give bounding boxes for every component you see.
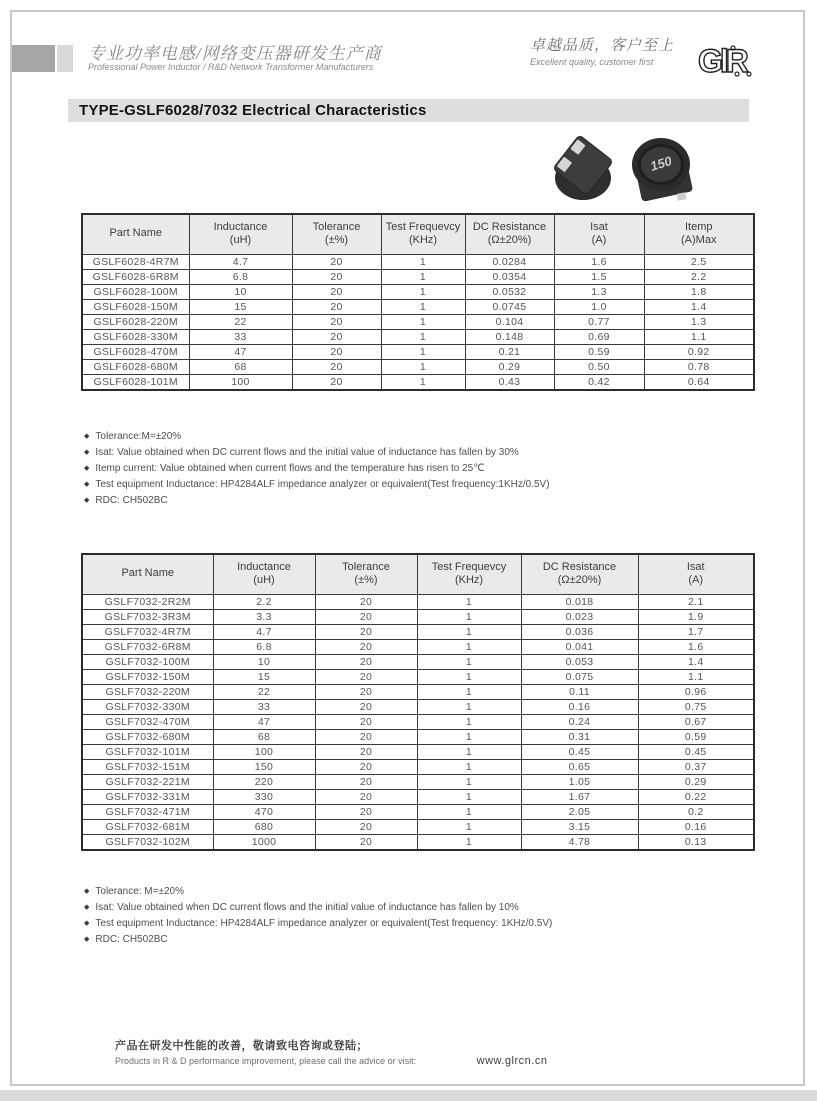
table-row	[82, 699, 754, 714]
table-cell: 0.036	[521, 624, 638, 639]
table-cell: GSLF7032-330M	[82, 699, 213, 714]
table-cell: 1	[381, 299, 465, 314]
table-cell: 10	[213, 654, 315, 669]
table-row	[82, 759, 754, 774]
table-cell: 20	[292, 374, 381, 390]
table-cell: GSLF7032-680M	[82, 729, 213, 744]
table-cell: 0.37	[638, 759, 754, 774]
note-item	[84, 429, 550, 445]
table-cell: GSLF6028-220M	[82, 314, 189, 329]
table-cell: 0.50	[554, 359, 644, 374]
table-row	[82, 314, 754, 329]
column-header: Tolerance (±%)	[292, 214, 381, 254]
diamond-bullet-icon: ◆	[84, 888, 90, 895]
table-cell: 15	[213, 669, 315, 684]
table-cell: 1	[417, 744, 521, 759]
table-cell: 68	[213, 729, 315, 744]
column-header: Isat (A)	[554, 214, 644, 254]
note-text: Test equipment Inductance: HP4284ALF impedance analyzer or equivalent(Test frequency:1KHz/0.5V)	[95, 479, 550, 490]
header-square-light	[57, 45, 73, 72]
footer-note-zh: 产品在研发中性能的改善，敬请致电咨询或登陆；	[115, 1040, 368, 1052]
table-cell: 0.018	[521, 594, 638, 609]
slogan-en: Excellent quality, customer first	[530, 57, 654, 67]
table-cell: 1	[417, 729, 521, 744]
table-row	[82, 729, 754, 744]
table-row	[82, 639, 754, 654]
table-cell: 100	[213, 744, 315, 759]
table-cell: 20	[315, 774, 417, 789]
table-cell: 0.24	[521, 714, 638, 729]
table-cell: GSLF7032-4R7M	[82, 624, 213, 639]
table-cell: GSLF6028-4R7M	[82, 254, 189, 269]
table-cell: 0.45	[638, 744, 754, 759]
table-cell: GSLF7032-221M	[82, 774, 213, 789]
table-cell: 1	[381, 359, 465, 374]
table-header-row	[82, 214, 754, 254]
diamond-bullet-icon: ◆	[84, 920, 90, 927]
table-cell: 4.7	[213, 624, 315, 639]
note-text: Tolerance: M=±20%	[95, 886, 184, 897]
column-header: DC Resistance (Ω±20%)	[465, 214, 554, 254]
table-cell: 0.59	[554, 344, 644, 359]
table-cell: 22	[213, 684, 315, 699]
table-cell: GSLF7032-102M	[82, 834, 213, 850]
header-square-dark	[12, 45, 55, 72]
table-cell: 0.92	[644, 344, 754, 359]
table-cell: 0.0745	[465, 299, 554, 314]
table-cell: 0.041	[521, 639, 638, 654]
table-row	[82, 774, 754, 789]
table-row	[82, 284, 754, 299]
table-cell: 1	[417, 804, 521, 819]
note-item	[84, 916, 552, 932]
table-row	[82, 254, 754, 269]
table-cell: GSLF6028-100M	[82, 284, 189, 299]
table-cell: 1	[381, 269, 465, 284]
table-cell: 20	[315, 624, 417, 639]
inductor-marking: 150	[648, 153, 674, 174]
table-cell: GSLF6028-330M	[82, 329, 189, 344]
column-header: DC Resistance (Ω±20%)	[521, 554, 638, 594]
table-cell: 1	[417, 819, 521, 834]
table-cell: 47	[189, 344, 292, 359]
column-header: Test Frequevcy (KHz)	[417, 554, 521, 594]
table-cell: GSLF6028-680M	[82, 359, 189, 374]
table-cell: 0.67	[638, 714, 754, 729]
table-cell: GSLF7032-470M	[82, 714, 213, 729]
table-cell: 0.45	[521, 744, 638, 759]
table-cell: 1000	[213, 834, 315, 850]
table-cell: 20	[315, 639, 417, 654]
column-header: Test Frequevcy (KHz)	[381, 214, 465, 254]
note-text: Itemp current: Value obtained when current flows and the temperature has risen to 25℃	[95, 463, 485, 474]
table-cell: GSLF7032-101M	[82, 744, 213, 759]
table-cell: 1	[381, 374, 465, 390]
table-cell: 3.15	[521, 819, 638, 834]
column-header: Part Name	[82, 214, 189, 254]
table-cell: 0.0354	[465, 269, 554, 284]
column-header: Isat (A)	[638, 554, 754, 594]
footer-note-en: Products in R & D performance improvement, please call the advice or visit:	[115, 1056, 417, 1066]
glr-logo-icon	[697, 42, 753, 80]
table-cell: 0.21	[465, 344, 554, 359]
company-name-zh: 专业功率电感/网络变压器研发生产商	[88, 44, 382, 63]
table-cell: 20	[315, 819, 417, 834]
notes-gslf6028	[84, 429, 550, 509]
table-row	[82, 684, 754, 699]
table-cell: 680	[213, 819, 315, 834]
table-cell: 20	[315, 789, 417, 804]
table-cell: 1.8	[644, 284, 754, 299]
solder-pad	[557, 157, 572, 173]
table-row	[82, 834, 754, 850]
table-cell: 6.8	[189, 269, 292, 284]
table-cell: 1.1	[644, 329, 754, 344]
page-title: TYPE-GSLF6028/7032 Electrical Characteristics	[79, 102, 427, 119]
table-cell: 20	[292, 284, 381, 299]
table-cell: 1	[417, 759, 521, 774]
table-cell: 0.65	[521, 759, 638, 774]
table-row	[82, 714, 754, 729]
table-cell: 1	[381, 284, 465, 299]
table-cell: 0.42	[554, 374, 644, 390]
table-row	[82, 594, 754, 609]
column-header: Itemp (A)Max	[644, 214, 754, 254]
table-cell: 0.43	[465, 374, 554, 390]
table-cell: GSLF7032-681M	[82, 819, 213, 834]
column-header: Inductance (uH)	[189, 214, 292, 254]
table-cell: 2.2	[213, 594, 315, 609]
table-cell: 1.0	[554, 299, 644, 314]
table-cell: GSLF7032-2R2M	[82, 594, 213, 609]
table-cell: 1	[381, 254, 465, 269]
table-cell: 150	[213, 759, 315, 774]
table-cell: 20	[315, 684, 417, 699]
diamond-bullet-icon: ◆	[84, 481, 90, 488]
table-cell: 1	[417, 684, 521, 699]
table-cell: 1.4	[638, 654, 754, 669]
column-header: Part Name	[82, 554, 213, 594]
table-cell: GSLF6028-101M	[82, 374, 189, 390]
table-cell: 0.77	[554, 314, 644, 329]
table-cell: GSLF7032-151M	[82, 759, 213, 774]
inductor-bottom-view-photo	[552, 140, 614, 204]
website-url: www.glrcn.cn	[476, 1055, 548, 1067]
note-text: Test equipment Inductance: HP4284ALF impedance analyzer or equivalent(Test frequency: 1KHz/0.5V)	[95, 918, 553, 929]
table-row	[82, 669, 754, 684]
table-cell: 20	[315, 669, 417, 684]
table-cell: GSLF7032-6R8M	[82, 639, 213, 654]
table-cell: 1	[417, 654, 521, 669]
table-cell: GSLF7032-220M	[82, 684, 213, 699]
note-text: RDC: CH502BC	[95, 495, 168, 506]
table-row	[82, 329, 754, 344]
table-cell: 1	[381, 314, 465, 329]
logo-text: GlR	[698, 43, 746, 79]
note-text: Isat: Value obtained when DC current flows and the initial value of inductance has fallen by 30%	[95, 447, 519, 458]
table-cell: 15	[189, 299, 292, 314]
table-cell: 20	[292, 254, 381, 269]
table-cell: 1	[417, 789, 521, 804]
note-item	[84, 493, 550, 509]
table-cell: 1.4	[644, 299, 754, 314]
table-cell: GSLF6028-470M	[82, 344, 189, 359]
table-row	[82, 299, 754, 314]
section-title-bar	[68, 99, 749, 122]
table-header-row	[82, 554, 754, 594]
company-name-en: Professional Power Inductor / R&D Network Transformer Manufacturers	[88, 62, 374, 72]
table-gslf7032	[81, 553, 755, 851]
table-cell: 0.78	[644, 359, 754, 374]
table-cell: 0.29	[638, 774, 754, 789]
table-cell: 20	[315, 804, 417, 819]
table-row	[82, 344, 754, 359]
table-row	[82, 609, 754, 624]
table-cell: 1	[417, 669, 521, 684]
table-cell: 0.69	[554, 329, 644, 344]
table-cell: 0.053	[521, 654, 638, 669]
table-row	[82, 819, 754, 834]
note-item	[84, 884, 552, 900]
table-cell: 0.75	[638, 699, 754, 714]
table-cell: 20	[292, 269, 381, 284]
table-cell: 68	[189, 359, 292, 374]
note-item	[84, 900, 552, 916]
table-cell: GSLF7032-471M	[82, 804, 213, 819]
table-cell: GSLF7032-3R3M	[82, 609, 213, 624]
table-row	[82, 269, 754, 284]
table-cell: 2.05	[521, 804, 638, 819]
note-item	[84, 477, 550, 493]
table-cell: 20	[315, 699, 417, 714]
table-cell: 1.3	[644, 314, 754, 329]
notes-gslf7032	[84, 884, 552, 948]
table-cell: GSLF6028-150M	[82, 299, 189, 314]
table-cell: 330	[213, 789, 315, 804]
diamond-bullet-icon: ◆	[84, 936, 90, 943]
table-cell: 0.13	[638, 834, 754, 850]
table-cell: 0.29	[465, 359, 554, 374]
table-cell: 0.023	[521, 609, 638, 624]
table-cell: 1.67	[521, 789, 638, 804]
table-cell: 0.16	[638, 819, 754, 834]
table-cell: 1.6	[554, 254, 644, 269]
table-cell: 20	[292, 314, 381, 329]
table-cell: 20	[315, 729, 417, 744]
table-cell: 0.0532	[465, 284, 554, 299]
table-row	[82, 789, 754, 804]
table-cell: 0.104	[465, 314, 554, 329]
table-cell: 0.59	[638, 729, 754, 744]
column-header: Inductance (uH)	[213, 554, 315, 594]
table-cell: 20	[315, 654, 417, 669]
table-cell: 22	[189, 314, 292, 329]
diamond-bullet-icon: ◆	[84, 904, 90, 911]
table-cell: 20	[292, 329, 381, 344]
table-cell: 0.64	[644, 374, 754, 390]
note-text: Tolerance:M=±20%	[95, 431, 182, 442]
table-cell: 1	[417, 609, 521, 624]
column-header: Tolerance (±%)	[315, 554, 417, 594]
table-cell: 100	[189, 374, 292, 390]
note-item	[84, 445, 550, 461]
table-cell: 1	[381, 344, 465, 359]
slogan-zh: 卓越品质，客户至上	[530, 38, 675, 54]
table-cell: GSLF7032-100M	[82, 654, 213, 669]
solder-pad	[570, 139, 585, 155]
table-cell: 1	[381, 329, 465, 344]
table-cell: 0.16	[521, 699, 638, 714]
table-cell: 3.3	[213, 609, 315, 624]
table-cell: 4.78	[521, 834, 638, 850]
table-cell: 10	[189, 284, 292, 299]
table-cell: 20	[315, 594, 417, 609]
table-cell: 0.11	[521, 684, 638, 699]
table-cell: 1	[417, 639, 521, 654]
table-cell: 0.2	[638, 804, 754, 819]
table-cell: 20	[292, 299, 381, 314]
table-row	[82, 744, 754, 759]
table-cell: 2.2	[644, 269, 754, 284]
solder-pad	[676, 192, 686, 201]
table-cell: 47	[213, 714, 315, 729]
table-cell: 20	[315, 744, 417, 759]
table-row	[82, 654, 754, 669]
table-cell: 20	[315, 834, 417, 850]
table-cell: 0.96	[638, 684, 754, 699]
table-cell: 1	[417, 594, 521, 609]
note-item	[84, 461, 550, 477]
diamond-bullet-icon: ◆	[84, 449, 90, 456]
table-cell: 1	[417, 624, 521, 639]
table-cell: 1.5	[554, 269, 644, 284]
table-row	[82, 624, 754, 639]
table-cell: 1	[417, 699, 521, 714]
table-cell: 20	[315, 759, 417, 774]
table-cell: 33	[189, 329, 292, 344]
diamond-bullet-icon: ◆	[84, 433, 90, 440]
table-cell: 0.148	[465, 329, 554, 344]
table-cell: 1.7	[638, 624, 754, 639]
table-cell: 20	[292, 344, 381, 359]
table-cell: GSLF7032-331M	[82, 789, 213, 804]
table-cell: 1.3	[554, 284, 644, 299]
table-cell: 6.8	[213, 639, 315, 654]
table-cell: 470	[213, 804, 315, 819]
table-row	[82, 374, 754, 390]
table-cell: GSLF6028-6R8M	[82, 269, 189, 284]
table-cell: 4.7	[189, 254, 292, 269]
table-cell: 0.31	[521, 729, 638, 744]
diamond-bullet-icon: ◆	[84, 497, 90, 504]
note-item	[84, 932, 552, 948]
table-cell: 20	[315, 609, 417, 624]
table-cell: 1.9	[638, 609, 754, 624]
footer-note-en-row	[115, 1055, 547, 1067]
table-cell: 0.22	[638, 789, 754, 804]
table-cell: 2.1	[638, 594, 754, 609]
table-cell: 20	[315, 714, 417, 729]
note-text: Isat: Value obtained when DC current flows and the initial value of inductance has fallen by 10%	[95, 902, 519, 913]
note-text: RDC: CH502BC	[95, 934, 168, 945]
table-cell: 1	[417, 714, 521, 729]
table-cell: 220	[213, 774, 315, 789]
table-cell: 1.05	[521, 774, 638, 789]
inductor-top-view-photo	[629, 137, 699, 205]
table-cell: GSLF7032-150M	[82, 669, 213, 684]
table-row	[82, 804, 754, 819]
table-cell: 1	[417, 774, 521, 789]
table-gslf6028	[81, 213, 755, 391]
bottom-decoration-bar	[0, 1090, 817, 1101]
table-cell: 1.6	[638, 639, 754, 654]
table-cell: 1	[417, 834, 521, 850]
table-cell: 0.0284	[465, 254, 554, 269]
table-cell: 0.075	[521, 669, 638, 684]
table-cell: 33	[213, 699, 315, 714]
table-cell: 20	[292, 359, 381, 374]
diamond-bullet-icon: ◆	[84, 465, 90, 472]
table-cell: 2.5	[644, 254, 754, 269]
table-row	[82, 359, 754, 374]
table-cell: 1.1	[638, 669, 754, 684]
